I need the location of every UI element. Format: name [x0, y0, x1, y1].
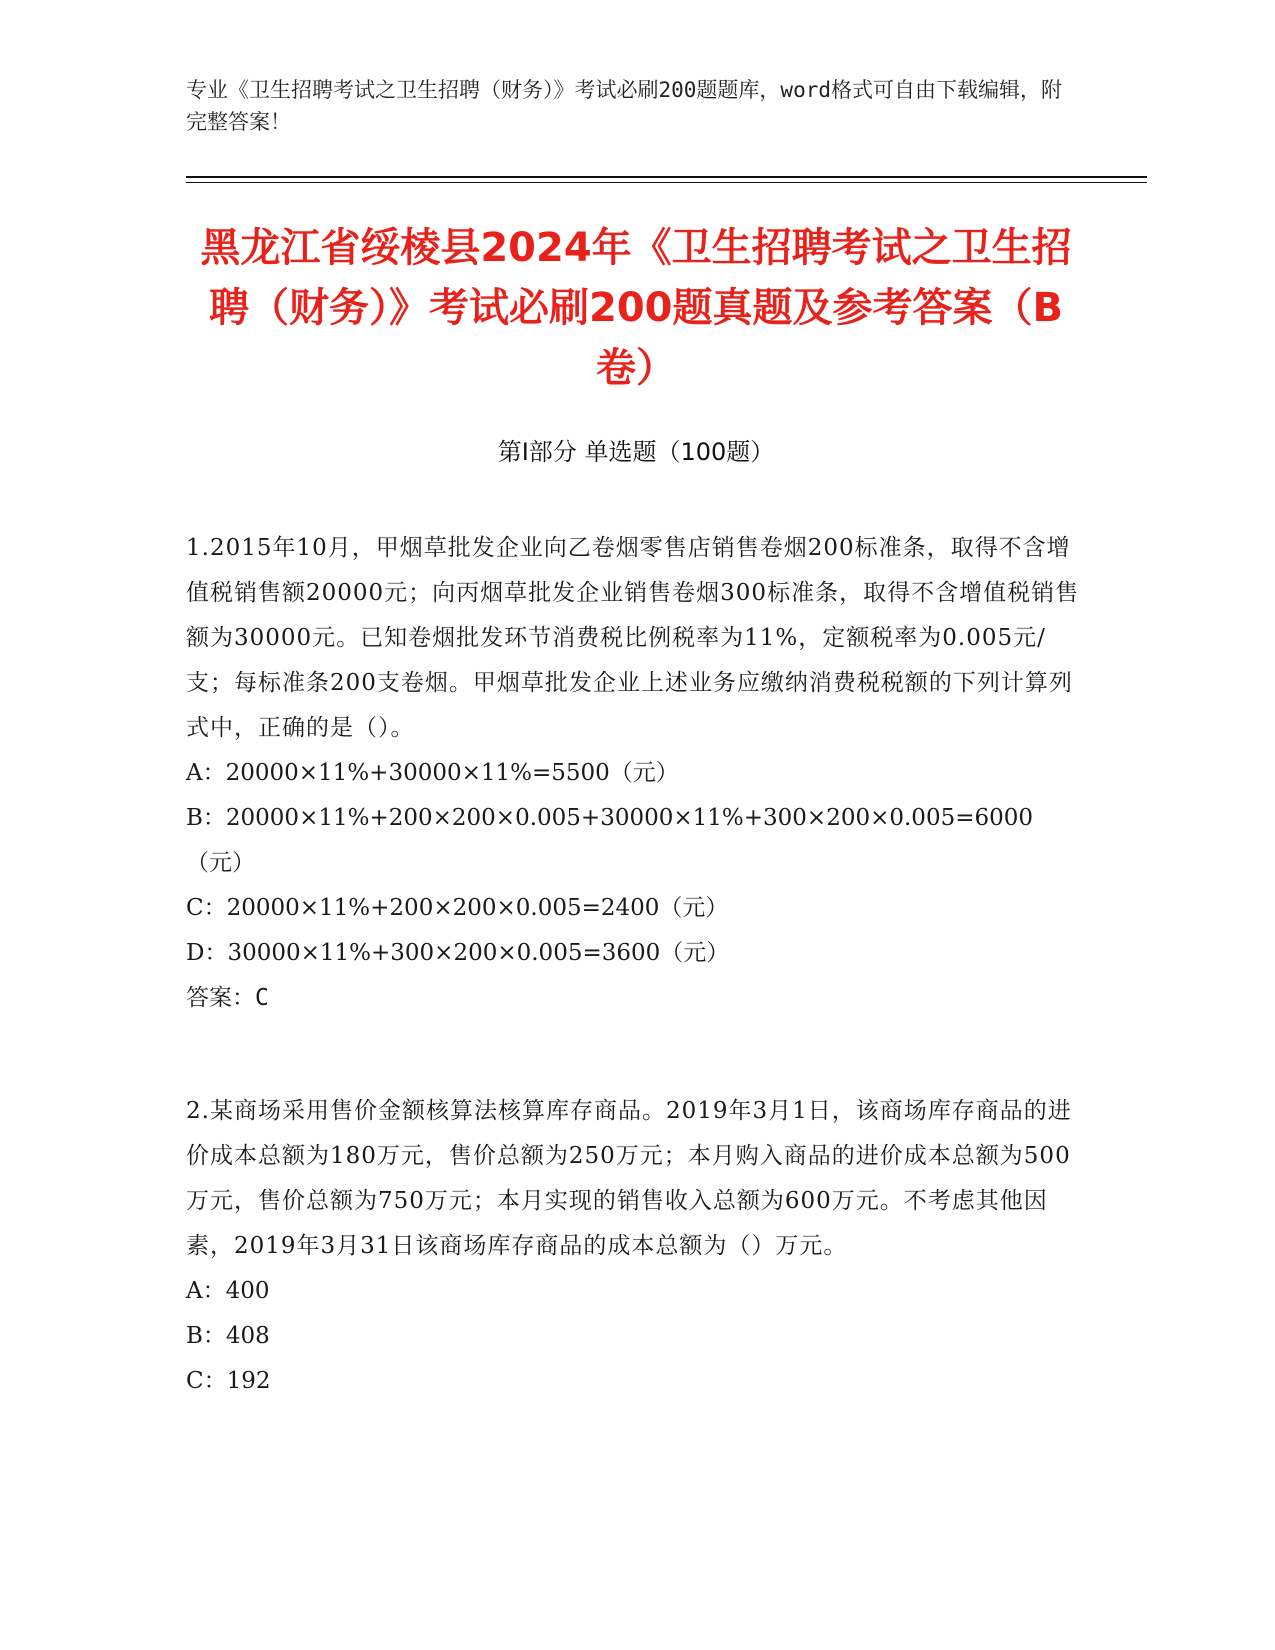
header-note: 专业《卫生招聘考试之卫生招聘（财务）》考试必刷200题题库，word格式可自由下载编辑，附完整答案！	[186, 78, 1062, 134]
option-c: C：20000×11%+200×200×0.005=2400（元）	[186, 895, 729, 921]
header-divider-thin	[186, 182, 1147, 183]
question-stem: 1.2015年10月，甲烟草批发企业向乙卷烟零售店销售卷烟200标准条，取得不含增值税销售额20000元；向丙烟草批发企业销售卷烟300标准条，取得不含增值税销售额为30000元。已知卷烟批发环节消费税比例税率为11%，定额税率为0.005元/支；每标准条200支卷烟。甲烟草批发企业上述业务应缴纳消费税税额的下列计算列式中，正确的是（）。	[186, 535, 1080, 741]
question-spacer	[186, 1021, 1086, 1089]
document-title: 黑龙江省绥棱县2024年《卫生招聘考试之卫生招聘（财务）》考试必刷200题真题及参考答案（B卷）	[200, 225, 1072, 391]
header-divider-thick	[186, 176, 1147, 178]
question-stem: 2.某商场采用售价金额核算法核算库存商品。2019年3月1日，该商场库存商品的进价成本总额为180万元，售价总额为250万元；本月购入商品的进价成本总额为500万元，售价总额为750万元；本月实现的销售收入总额为600万元。不考虑其他因素，2019年3月31日该商场库存商品的成本总额为（）万元。	[186, 1098, 1072, 1259]
question-2	[186, 1089, 1086, 1404]
option-a: A：400	[186, 1278, 270, 1304]
option-b: B：20000×11%+200×200×0.005+30000×11%+300×200×0.005=6000（元）	[186, 805, 1034, 876]
option-a: A：20000×11%+30000×11%=5500（元）	[186, 760, 679, 786]
question-1	[186, 526, 1086, 1021]
option-b: B：408	[186, 1323, 270, 1349]
section-heading: 第Ⅰ部分 单选题（100题）	[497, 438, 775, 466]
question-list	[186, 526, 1086, 1404]
option-c: C：192	[186, 1368, 271, 1394]
answer-line: 答案：C	[186, 985, 269, 1011]
option-d: D：30000×11%+300×200×0.005=3600（元）	[186, 940, 730, 966]
